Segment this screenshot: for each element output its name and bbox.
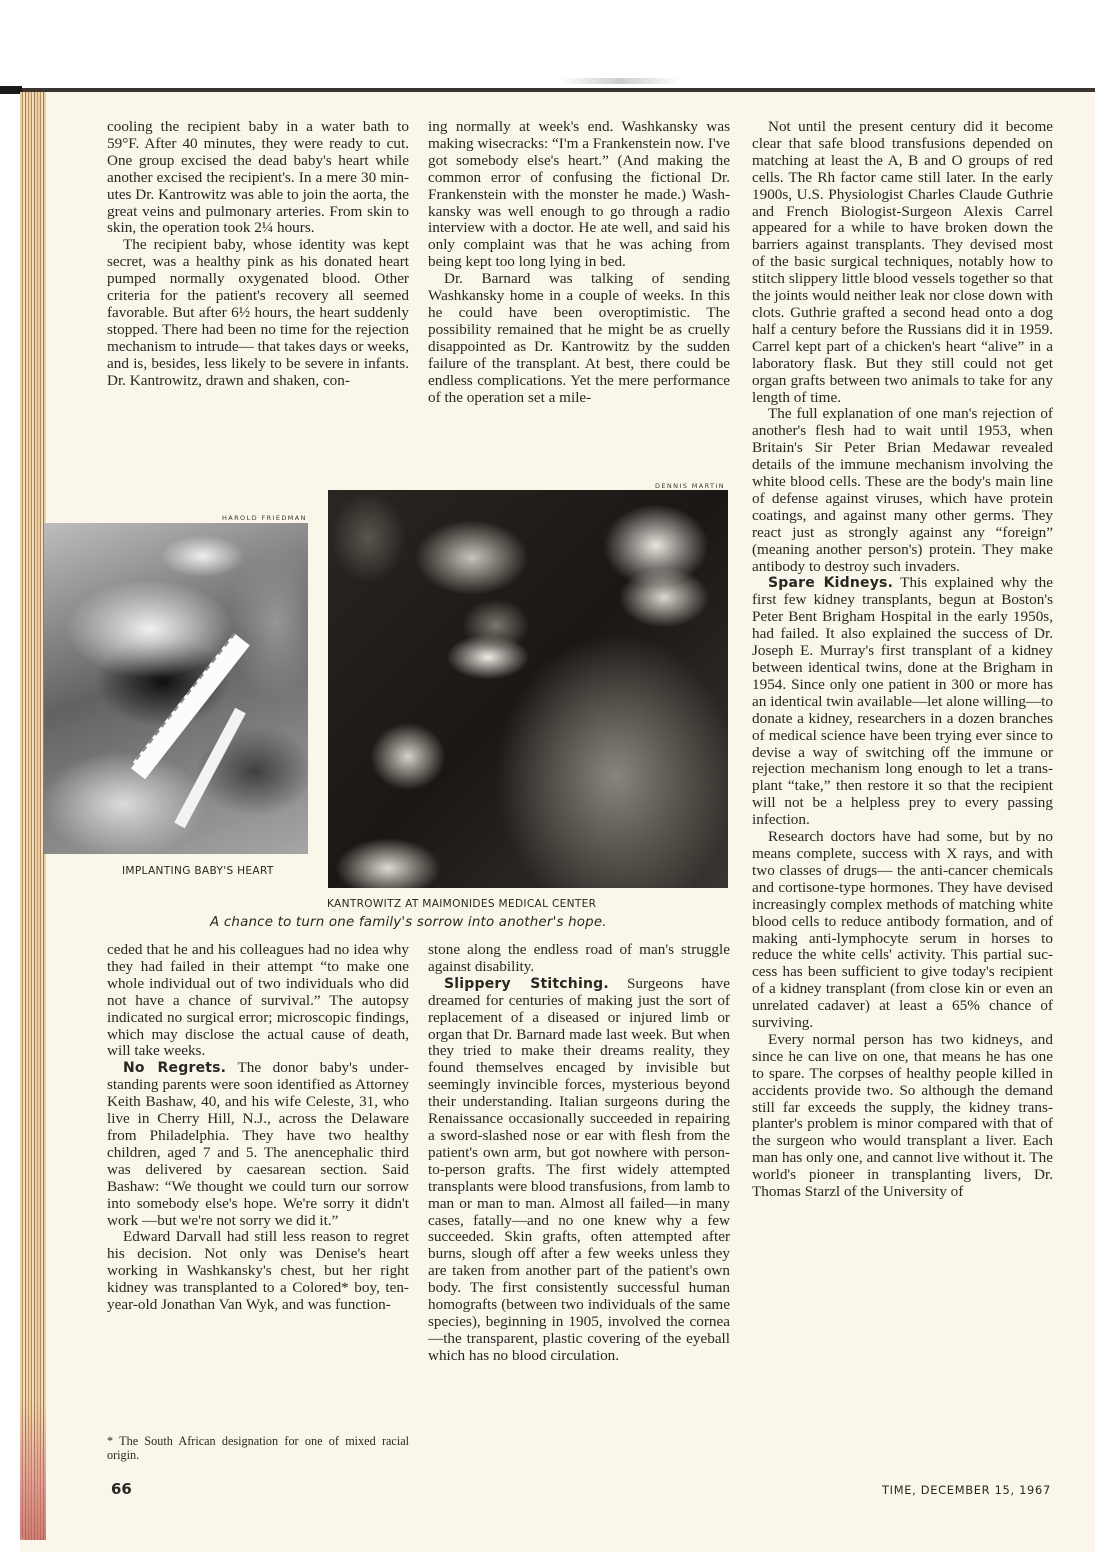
article-paragraph (428, 942, 730, 976)
paragraph-text: Not until the present century did it become clear that safe blood transfusions depended on matching at least the A, B and O groups of red cells. The Rh factor came still later. In the early 1900s, U.S. Physiologist Charles Claude Guthrie and French Biologist-Surgeon Alexis Carrel appeared for a while to have broken down the barriers against transplants. They devised most of the basic surgical techniques, notably how to stitch slippery little blood vessels together so that the joints would neither leak nor close down with clots. Guthrie grafted a second head onto a dog half a century before the Russians did it in 1959. Carrel kept part of a chicken's heart “alive” in a laboratory flask. But they still could not get organ grafts between two animals to take for any length of time. (752, 118, 1053, 406)
column-2-top (428, 119, 730, 406)
article-paragraph (752, 406, 1053, 575)
photo-caption-right: KANTROWITZ AT MAIMONIDES MEDICAL CENTER (327, 898, 597, 910)
article-paragraph (752, 575, 1053, 829)
scan-smudge (560, 78, 680, 84)
issue-date-line: TIME, DECEMBER 15, 1967 (882, 1483, 1051, 1497)
article-paragraph (752, 1032, 1053, 1201)
paragraph-text: Every normal person has two kidneys, and since he can live on one, that means he has one to spare. The corpses of healthy people killed in accidents provide two. So although the demand still far exceeds the supply, the kidney transplanter's problem is minor compared with that of the surgeon who would transplant a liver. Each man has only one, and cannot live without it. The world's pioneer in transplanting livers, Dr. Thomas Starzl of the University of (752, 1030, 1053, 1201)
book-spine-edges (20, 92, 46, 1540)
paragraph-text: ceded that he and his colleagues had no idea why they had failed in their attempt “to make one whole individual out of two individuals who did not have a chance of survival.” The autopsy indicated no surgical error; microscopic findings, which may disclose the actual cause of death, will take weeks. (107, 941, 409, 1060)
paragraph-text: The full explanation of one man's rejection of another's flesh had to wait until 1953, when Britain's Sir Peter Brian Medawar revealed details of the immune mechanism involving the white blood cells. These are the body's main line of defense against viruses, which have protein coatings, and against many other germs. They react just as strongly against any “foreign” (meaning another person's) protein. They make antibody to destroy such invaders. (752, 405, 1053, 575)
paragraph-text: Dr. Barnard was talking of sending Washkansky home in a couple of weeks. In this he could have been overoptimistic. The possibility remained that he might be as cruelly disappointed as Dr. Kantrowitz by the sudden failure of the transplant. At best, there could be endless complications. Yet the mere performance of the operation set a mile- (428, 270, 730, 406)
paragraph-text: cooling the recipient baby in a water bath to 59°F. After 40 minutes, they were ready to cut. One group excised the dead baby's heart while another excised the recipient's. In a mere 30 minutes Dr. Kantrowitz was able to join the aorta, the great veins and pulmonary arteries. From skin to skin, the operation took 2¼ hours. (107, 118, 409, 237)
photo-kantrowitz-surgeon (328, 490, 728, 888)
article-paragraph (752, 829, 1053, 1032)
photo-caption-left: IMPLANTING BABY'S HEART (122, 865, 274, 877)
paragraph-text: Research doctors have had some, but by no means complete, success with X rays, and with two classes of drugs— the anti-cancer chemicals and cortisone-type hormones. They have devised increasingly complex methods of matching white blood cells to reduce antibody formation, and of making anti-lymphocyte serum in horses to reduce the white cells' activity. This partial success has been sufficient to give today's recipient of a kidney transplant (from close kin or even an unrelated cadaver) at least a 65% chance of surviving. (752, 828, 1053, 1032)
section-subhead: Spare Kidneys. (768, 575, 894, 592)
paragraph-text: Surgeons have dreamed for centuries of making just the sort of replacement of a diseased or injured limb or organ that Dr. Barnard made last week. But when they tried to make their dreams reality, they found themselves encaged by invisible but seemingly invincible forces, mysterious beyond their understanding. Italian surgeons during the Renaissance occasionally succeeded in repairing a sword-slashed nose or ear with flesh from the patient's own arm, but got nowhere with person-to-person grafts. The first widely attempted transplants were blood transfusions, from lamb to man or man to man. Almost all failed—in many cases, fatally—and no one knew why a few succeeded. Skin grafts, often attempted after burns, slough off after a few weeks unless they are taken from another part of the patient's own body. The first consistently successful human homografts (between two individuals of the same species), beginning in 1905, involved the cornea—the transparent, plastic covering of the eyeball which has no blood circulation. (428, 974, 730, 1364)
page-edge-shadow (0, 86, 22, 94)
article-paragraph (428, 976, 730, 1365)
paragraph-text: stone along the endless road of man's struggle against disability. (428, 941, 730, 975)
photo-implanting-baby-heart (44, 523, 308, 854)
section-subhead: Slippery Stitching. (444, 975, 609, 992)
article-paragraph (752, 119, 1053, 406)
article-paragraph (107, 237, 409, 389)
section-subhead: No Regrets. (123, 1060, 227, 1077)
article-paragraph (107, 942, 409, 1060)
photo-credit-left: HAROLD FRIEDMAN (222, 514, 307, 522)
article-paragraph (107, 119, 409, 237)
article-paragraph (107, 1060, 409, 1229)
paragraph-text: Edward Darvall had still less reason to regret his decision. Not only was Denise's heart working in Washkansky's chest, but her right kidney was transplanted to a Colored* boy, ten-year-old Jonathan Van Wyk, and was function- (107, 1228, 409, 1314)
footnote: * The South African designation for one of mixed racial origin. (107, 1434, 409, 1462)
paragraph-text: This explained why the first few kidney transplants, begun at Boston's Peter Bent Brigham Hospital in the early 1950s, had failed. It also explained the success of Dr. Joseph E. Murray's first transplant of a kidney between identical twins, done at the Brigham in 1954. Since only one patient in 300 or more has an identical twin available—let alone willing—to donate a kidney, researchers in a dozen branches of medical science have been trying ever since to devise a way of switching off the immune or rejection mechanism long enough to let a transplant “take,” then restore it so that the recipient will not be a helpless prey to every passing infection. (752, 574, 1053, 829)
article-paragraph (428, 271, 730, 406)
photo-credit-right: DENNIS MARTIN (655, 482, 725, 490)
page-number: 66 (111, 1480, 132, 1498)
article-paragraph (107, 1229, 409, 1314)
paragraph-text: ing normally at week's end. Washkansky was making wisecracks: “I'm a Frankenstein now. I've got somebody else's heart.” (And making the common error of confusing the fictional Dr. Frankenstein with the monster he made.) Washkansky was well enough to go through a radio interview with a doctor. He ate well, and said his only complaint was that he was aching from being kept too long lying in bed. (428, 118, 730, 271)
article-paragraph (428, 119, 730, 271)
paragraph-text: The recipient baby, whose identity was kept secret, was a healthy pink as his donated heart pumped normally oxygenated blood. Other criteria for the patient's recovery all seemed favorable. But after 6½ hours, the heart suddenly stopped. There had been no time for the rejection mechanism to intrude— that takes days or weeks, and is, besides, less likely to be severe in infants. Dr. Kantrowitz, drawn and shaken, con- (107, 236, 409, 389)
column-1-top (107, 119, 409, 390)
column-1-bottom (107, 942, 409, 1314)
column-3 (752, 119, 1053, 1201)
column-2-bottom (428, 942, 730, 1365)
retractor-shape (129, 633, 249, 779)
paragraph-text: The donor baby's understanding parents were soon identified as Attorney Keith Bashaw, 40, and his wife Celeste, 31, who live in Cherry Hill, N.J., across the Delaware from Philadelphia. They have two healthy children, aged 7 and 5. The anencephalic third was delivered by caesarean section. Said Bashaw: “We thought we could turn our sorrow into somebody else's hope. We're sorry it didn't work —but we're not sorry we did it.” (107, 1059, 409, 1229)
photo-tagline: A chance to turn one family's sorrow into another's hope. (210, 915, 607, 930)
